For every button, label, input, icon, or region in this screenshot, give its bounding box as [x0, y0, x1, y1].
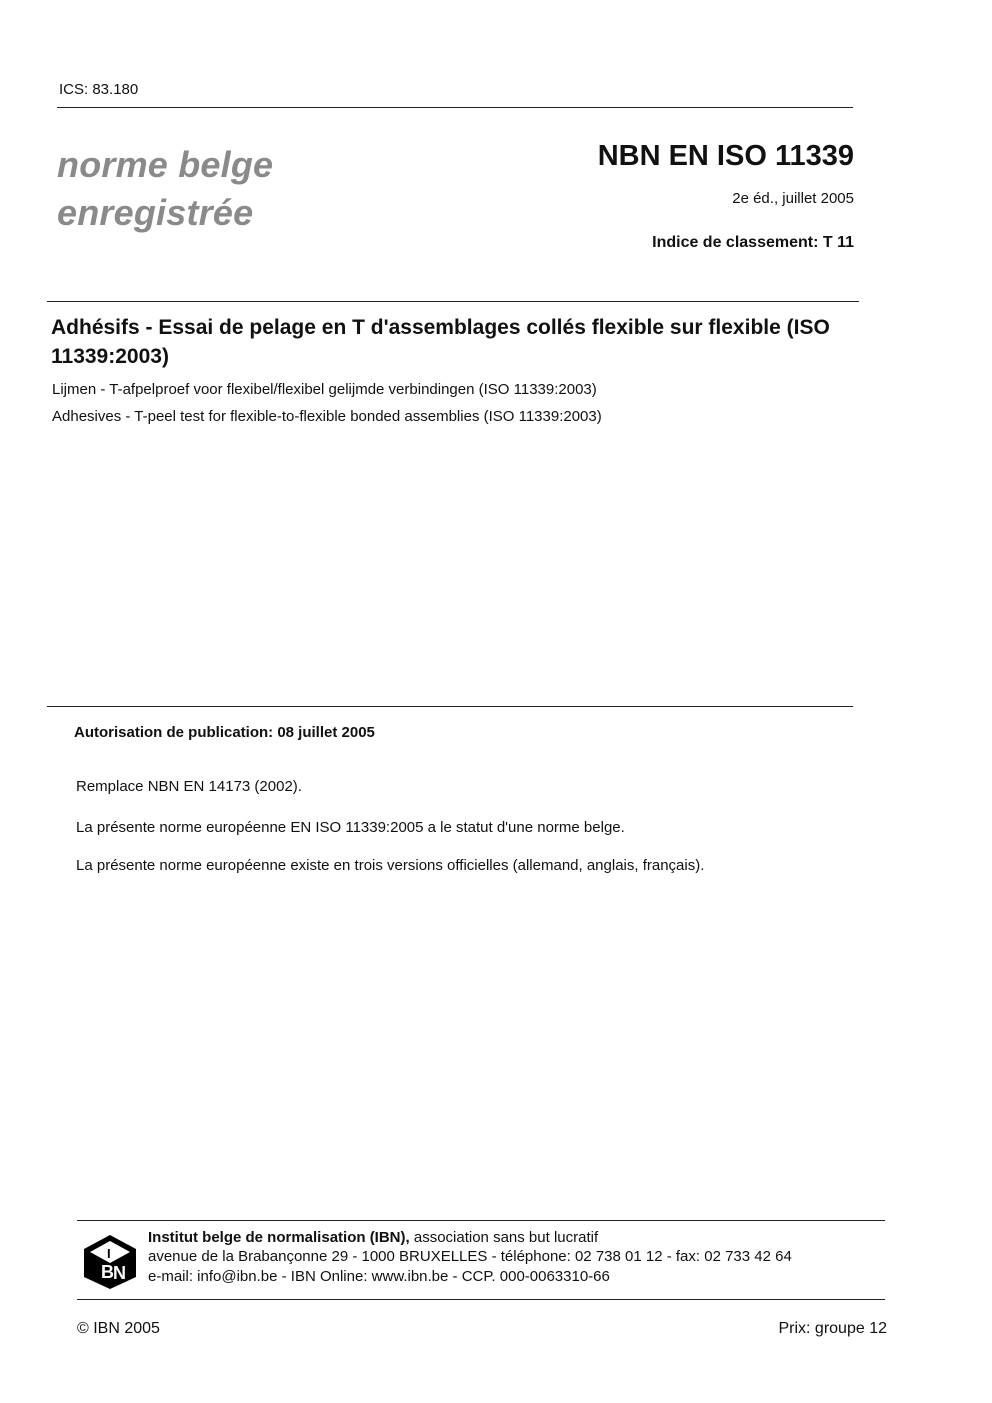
publication-rule [47, 706, 853, 707]
footer-top-rule [77, 1220, 885, 1221]
svg-text:I: I [107, 1246, 111, 1261]
header-rule [57, 107, 853, 108]
note-replaces: Remplace NBN EN 14173 (2002). [76, 778, 302, 795]
edition-date: 2e éd., juillet 2005 [732, 190, 854, 207]
price-group: Prix: groupe 12 [778, 1320, 887, 1337]
norme-line-1: norme belge [57, 144, 274, 185]
institute-name: Institut belge de normalisation (IBN), [148, 1229, 410, 1246]
title-rule [47, 301, 859, 302]
standard-number: NBN EN ISO 11339 [597, 140, 854, 172]
note-versions: La présente norme européenne existe en trois versions officielles (allemand, anglais, français). [76, 857, 705, 874]
title-french: Adhésifs - Essai de pelage en T d'assemblages collés flexible sur flexible (ISO 11339:2003) [51, 316, 830, 368]
institute-contact: e-mail: info@ibn.be - IBN Online: www.ibn.be - CCP. 000-0063310-66 [148, 1268, 610, 1285]
svg-text:B: B [101, 1262, 114, 1282]
institute-line [148, 1229, 598, 1246]
institute-address: avenue de la Brabançonne 29 - 1000 BRUXELLES - téléphone: 02 738 01 12 - fax: 02 733 42 64 [148, 1248, 792, 1265]
ics-code: ICS: 83.180 [59, 81, 139, 98]
svg-text:N: N [113, 1263, 126, 1283]
title-english: Adhesives - T-peel test for flexible-to-flexible bonded assemblies (ISO 11339:2003) [52, 408, 602, 425]
institute-description: association sans but lucratif [413, 1229, 599, 1246]
footer-bottom-rule [77, 1299, 885, 1300]
ibn-logo [82, 1233, 138, 1289]
norme-belge-label [57, 141, 273, 237]
copyright: © IBN 2005 [77, 1320, 160, 1337]
norme-line-2: enregistrée [57, 192, 254, 233]
note-status: La présente norme européenne EN ISO 11339:2005 a le statut d'une norme belge. [76, 819, 625, 836]
title-dutch: Lijmen - T-afpelproef voor flexibel/flexibel gelijmde verbindingen (ISO 11339:2003) [52, 381, 597, 398]
classification-index: Indice de classement: T 11 [652, 234, 854, 251]
publication-authorization: Autorisation de publication: 08 juillet 2005 [74, 724, 375, 741]
